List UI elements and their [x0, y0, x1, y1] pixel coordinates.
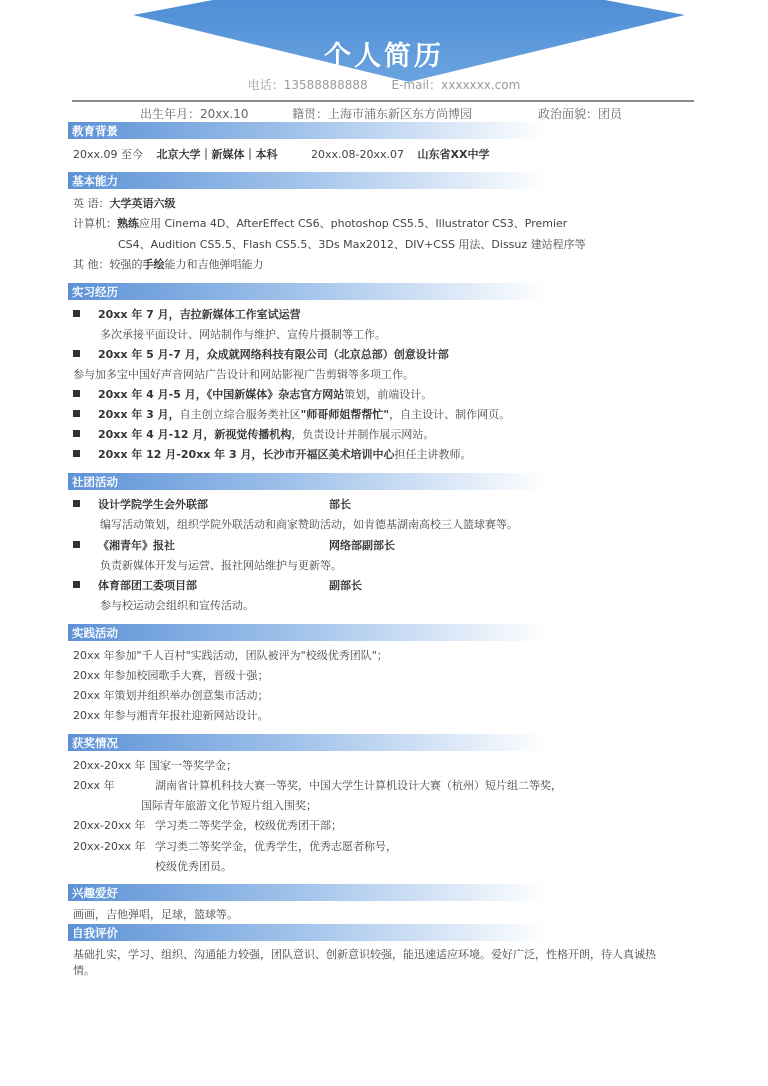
- award-text: 学习类二等奖学金，校级优秀团干部；: [155, 819, 342, 832]
- email-text: E-mail：xxxxxxx.com: [391, 78, 521, 92]
- section-heading: 获奖情况: [72, 736, 118, 750]
- practice-item: 20xx 年参加"千人百村"实践活动，团队被评为"校级优秀团队"；: [73, 649, 388, 662]
- item-text: 自主创立综合服务类社区: [179, 408, 301, 421]
- item-title: 20xx 年 4 月-12 月，新视觉传播机构: [98, 428, 292, 441]
- internship-item: [73, 386, 432, 402]
- club-desc: 编写活动策划，组织学院外联活动和商家赞助活动，如肯德基湖南高校三人篮球赛等。: [100, 518, 518, 531]
- award-text: 湖南省计算机科技大赛一等奖，中国大学生计算机设计大赛（杭州）短片组二等奖，: [155, 779, 562, 792]
- item-emphasis: "师哥师姐帮帮忙": [300, 408, 390, 421]
- club-org: 体育部团工委项目部: [98, 579, 197, 592]
- club-desc: 参与校运动会组织和宣传活动。: [100, 599, 254, 612]
- skill-value: 应用 Cinema 4D、AfterEffect CS6、photoshop CS5.5、Illustrator CS3、Premier: [139, 217, 568, 230]
- club-role: 网络部副部长: [329, 539, 395, 552]
- internship-desc: 参与加多宝中国好声音网站广告设计和网站影视广告剪辑等多项工作。: [73, 368, 414, 381]
- item-title: 20xx 年 3 月，: [98, 408, 180, 421]
- section-heading: 实习经历: [72, 285, 118, 299]
- club-item: [73, 537, 175, 553]
- bullet-icon: [73, 350, 80, 357]
- section-heading: 实践活动: [72, 626, 118, 640]
- section-hobbies: [68, 884, 708, 901]
- skill-label: 英 语：: [73, 197, 110, 210]
- section-heading: 自我评价: [72, 926, 118, 940]
- item-text: 策划，前端设计。: [344, 388, 433, 401]
- award-year: 20xx-20xx 年: [73, 819, 146, 832]
- politics-info: 政治面貌：团员: [538, 107, 623, 121]
- hobbies-text: 画画，吉他弹唱，足球，篮球等。: [73, 908, 238, 921]
- practice-item: 20xx 年策划并组织举办创意集市活动；: [73, 689, 269, 702]
- club-item: [73, 496, 208, 512]
- item-text: ，负责设计并制作展示网站。: [291, 428, 435, 441]
- edu-school-2: 山东省XX中学: [417, 148, 490, 161]
- item-title: 20xx 年 4 月-5 月，《中国新媒体》杂志官方网站: [98, 388, 345, 401]
- section-skills: [68, 172, 708, 189]
- edu-date-1: 20xx.09 至今: [73, 148, 144, 161]
- edu-school-1: 北京大学｜新媒体｜本科: [156, 148, 278, 161]
- origin-info: 籍贯：上海市浦东新区东方尚博园: [292, 107, 473, 121]
- bullet-icon: [73, 430, 80, 437]
- skill-other: [73, 256, 264, 272]
- club-item: [73, 577, 197, 593]
- section-heading: 教育背景: [72, 124, 118, 138]
- section-heading: 基本能力: [72, 174, 118, 188]
- club-role: 副部长: [329, 579, 362, 592]
- skill-computer-cont: CS4、Audition CS5.5、Flash CS5.5、3Ds Max2012、DIV+CSS 用法、Dissuz 建站程序等: [118, 238, 586, 251]
- item-title: 20xx 年 5 月-7 月，众成就网络科技有限公司（北京总部）创意设计部: [98, 348, 449, 361]
- self-eval-text: 情。: [73, 964, 95, 977]
- club-role: 部长: [329, 498, 351, 511]
- award-year: 20xx 年: [73, 779, 115, 792]
- self-eval-text: 基础扎实，学习、组织、沟通能力较强，团队意识、创新意识较强，能迅速适应环境。爱好广泛，性格开朗，待人真诚热: [73, 948, 656, 961]
- section-clubs: [68, 473, 708, 490]
- bullet-icon: [73, 541, 80, 548]
- internship-item: [73, 346, 449, 362]
- internship-item: [73, 406, 510, 422]
- section-internship: [68, 283, 708, 300]
- practice-item: 20xx 年参加校园歌手大赛，晋级十强；: [73, 669, 269, 682]
- bullet-icon: [73, 581, 80, 588]
- skill-english: [73, 195, 176, 211]
- section-practice: [68, 624, 708, 641]
- internship-item: [73, 446, 472, 462]
- skill-label: 其 他：: [73, 258, 110, 271]
- bullet-icon: [73, 450, 80, 457]
- club-org: 设计学院学生会外联部: [98, 498, 208, 511]
- item-title: 20xx 年 12 月-20xx 年 3 月，长沙市开福区美术培训中心: [98, 448, 395, 461]
- internship-item: [73, 306, 301, 322]
- phone-text: 电话：13588888888: [247, 78, 368, 92]
- resume-title: 个人简历: [324, 41, 444, 72]
- section-self-evaluation: [68, 924, 708, 941]
- award-text: 校级优秀团员。: [155, 860, 232, 873]
- practice-item: 20xx 年参与湘青年报社迎新网站设计。: [73, 709, 269, 722]
- edu-date-2: 20xx.08-20xx.07: [311, 148, 405, 161]
- bullet-icon: [73, 390, 80, 397]
- skill-value: 能力和吉他弹唱能力: [164, 258, 264, 271]
- award-item: 20xx-20xx 年 国家一等奖学金；: [73, 759, 237, 772]
- bullet-icon: [73, 410, 80, 417]
- internship-desc: 多次承接平面设计、网站制作与维护、宣传片摄制等工作。: [100, 328, 386, 341]
- birth-info: 出生年月：20xx.10: [140, 107, 249, 121]
- award-year: 20xx-20xx 年: [73, 840, 146, 853]
- item-text: 担任主讲教师。: [394, 448, 472, 461]
- bullet-icon: [73, 500, 80, 507]
- section-awards: [68, 734, 708, 751]
- club-desc: 负责新媒体开发与运营、报社网站维护与更新等。: [100, 559, 342, 572]
- personal-info-row: [72, 105, 694, 121]
- education-row: [73, 146, 489, 162]
- item-text: ，自主设计、制作网页。: [389, 408, 511, 421]
- skill-value: 大学英语六级: [109, 197, 176, 210]
- section-heading: 兴趣爱好: [72, 886, 118, 900]
- award-text: 国际青年旅游文化节短片组入围奖；: [141, 799, 317, 812]
- skill-emphasis: 熟练: [117, 217, 139, 230]
- bullet-icon: [73, 310, 80, 317]
- skill-emphasis: 手绘: [142, 258, 165, 271]
- internship-item: [73, 426, 434, 442]
- section-heading: 社团活动: [72, 475, 118, 489]
- item-title: 20xx 年 7 月，吉拉新媒体工作室试运营: [98, 308, 301, 321]
- club-org: 《湘青年》报社: [98, 539, 175, 552]
- skill-computer: [73, 215, 567, 231]
- award-text: 学习类二等奖学金，优秀学生，优秀志愿者称号，: [155, 840, 397, 853]
- skill-label: 计算机：: [73, 217, 117, 230]
- skill-value: 较强的: [109, 258, 143, 271]
- contact-line: [0, 76, 768, 93]
- header-divider: [72, 100, 694, 102]
- section-education: [68, 122, 708, 139]
